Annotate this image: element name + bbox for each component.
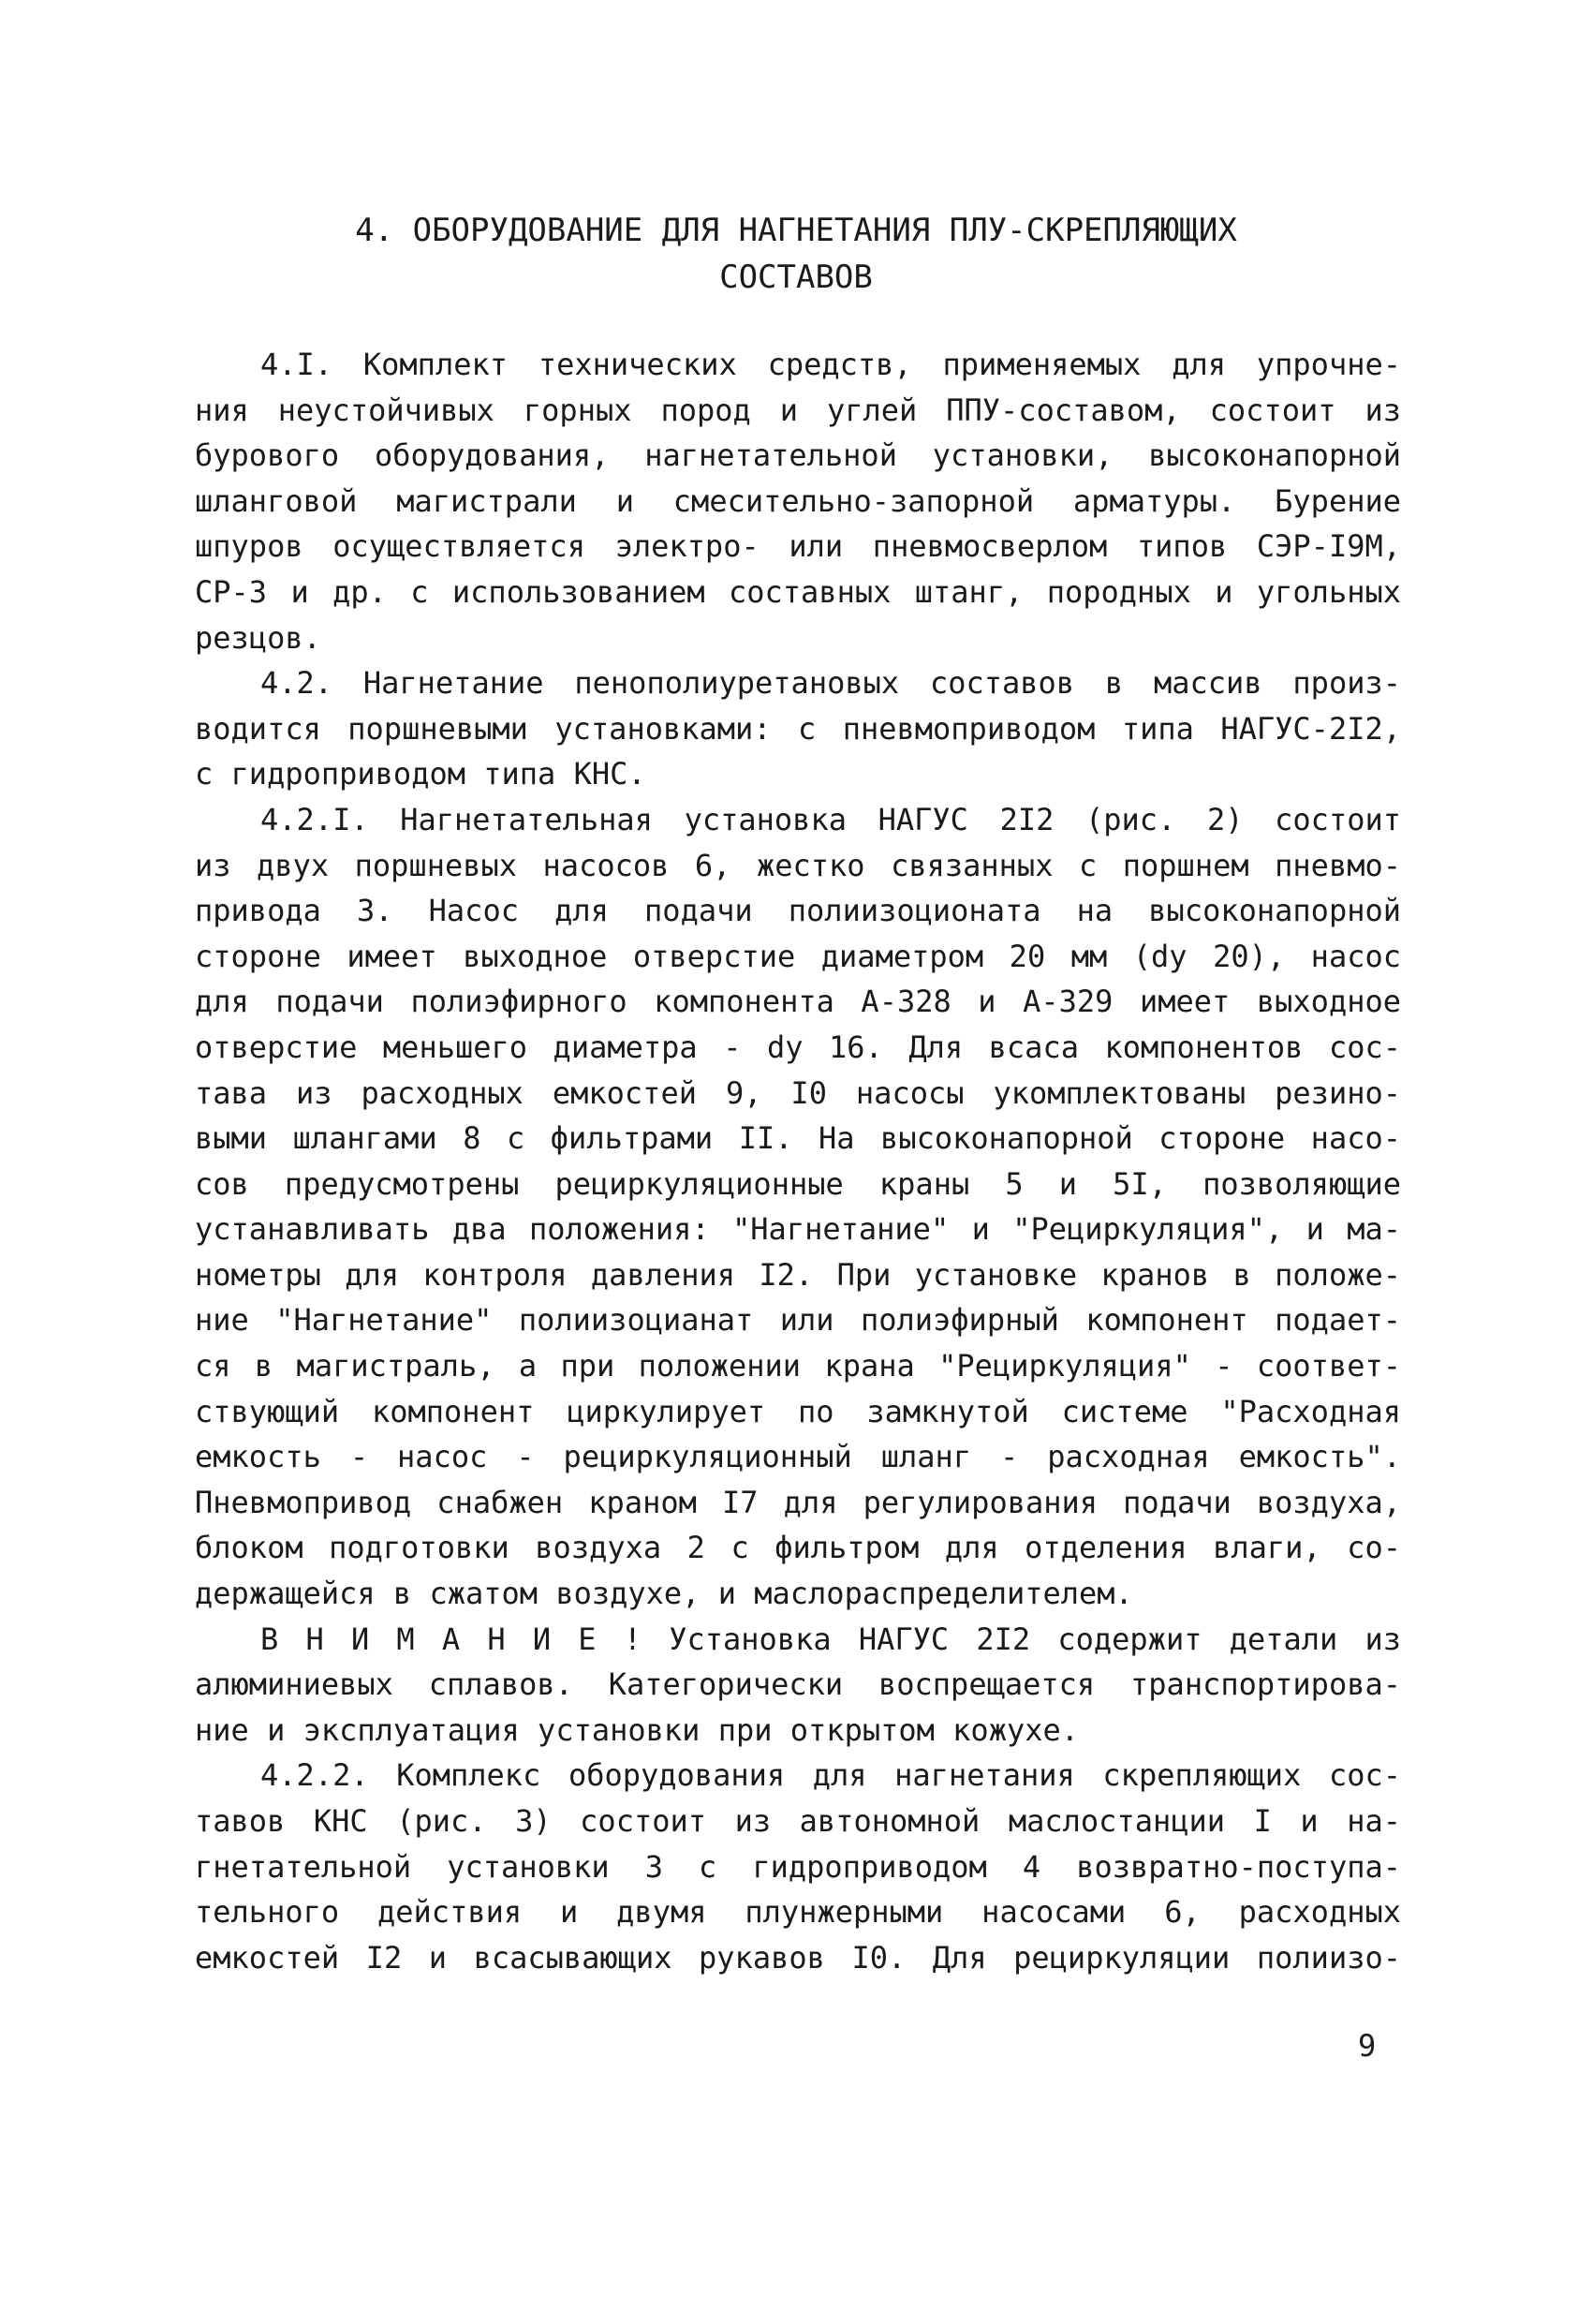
text-line: с гидроприводом типа КНС. [195, 756, 646, 792]
text-line: нометры для контроля давления I2. При установке кранов в положе- [195, 1256, 1401, 1293]
text-line: емкость - насос - рециркуляционный шланг - расходная емкость". [195, 1439, 1401, 1475]
text-line: 4.I. Комплект технических средств, применяемых для упрочне- [260, 347, 1401, 382]
text-line: шланговой магистрали и смесительно-запорной арматуры. Бурение [195, 482, 1401, 519]
text-line: привода 3. Насос для подачи полиизоционата на высоконапорной [195, 893, 1401, 929]
text-line: из двух поршневых насосов 6, жестко связанных с поршнем пневмо- [195, 847, 1401, 883]
text-line: устанавливать два положения: "Нагнетание" и "Рециркуляция", и ма- [195, 1211, 1401, 1248]
page-number: 9 [1358, 2028, 1377, 2064]
text-line: 4.2. Нагнетание пенополиуретановых составов в массив произ- [260, 665, 1401, 702]
text-line: держащейся в сжатом воздухе, и маслораспределителем. [195, 1576, 1133, 1612]
text-line: ся в магистраль, а при положении крана "Рециркуляция" - соответ- [195, 1348, 1401, 1384]
text-line: гнетательной установки 3 с гидроприводом 4 возвратно-поступа- [195, 1848, 1401, 1885]
text-line: выми шлангами 8 с фильтрами II. На высоконапорной стороне насо- [195, 1120, 1401, 1157]
text-line: Пневмопривод снабжен краном I7 для регулирования подачи воздуха, [195, 1484, 1401, 1520]
text-line: СР-3 и др. с использованием составных штанг, породных и угольных [195, 573, 1401, 610]
text-line: водится поршневыми установками: с пневмоприводом типа НАГУС-2I2, [195, 710, 1401, 747]
text-line: ние "Нагнетание" полиизоцианат или полиэфирный компонент подает- [195, 1302, 1401, 1339]
text-line: бурового оборудования, нагнетательной установки, высоконапорной [195, 437, 1401, 474]
text-line: емкостей I2 и всасывающих рукавов I0. Для рециркуляции полиизо- [195, 1939, 1401, 1976]
text-line: шпуров осуществляется электро- или пневмосверлом типов СЭР-I9М, [195, 528, 1401, 565]
text-line: стороне имеет выходное отверстие диаметром 20 мм (dу 20), насос [195, 938, 1401, 974]
section-title-continued: СОСТАВОВ [719, 259, 873, 296]
text-line: блоком подготовки воздуха 2 с фильтром для отделения влаги, со- [195, 1530, 1401, 1566]
text-line: для подачи полиэфирного компонента А-328 и А-329 имеет выходное [195, 984, 1401, 1020]
text-line: ния неустойчивых горных пород и углей ППУ-составом, состоит из [195, 392, 1401, 428]
section-title: 4. ОБОРУДОВАНИЕ ДЛЯ НАГНЕТАНИЯ ПЛУ-СКРЕПЛЯЮЩИХ [355, 212, 1237, 249]
text-line: ствующий компонент циркулирует по замкнутой системе "Расходная [195, 1393, 1401, 1429]
text-line: тава из расходных емкостей 9, I0 насосы укомплектованы резино- [195, 1074, 1401, 1111]
text-line: резцов. [195, 619, 321, 656]
text-line: отверстие меньшего диаметра - dу 16. Для всаса компонентов сос- [195, 1029, 1401, 1065]
text-line: тавов КНС (рис. 3) состоит из автономной маслостанции I и на- [195, 1803, 1401, 1839]
text-line: сов предусмотрены рециркуляционные краны 5 и 5I, позволяющие [195, 1165, 1401, 1202]
text-line: ние и эксплуатация установки при открытом кожухе. [195, 1711, 1080, 1748]
text-line: тельного действия и двумя плунжерными насосами 6, расходных [195, 1894, 1401, 1931]
text-line: В Н И М А Н И Е ! Установка НАГУС 2I2 содержит детали из [260, 1621, 1401, 1657]
body-text [195, 342, 1401, 1980]
text-line: 4.2.2. Комплекс оборудования для нагнетания скрепляющих сос- [260, 1757, 1401, 1794]
text-line: 4.2.I. Нагнетательная установка НАГУС 2I2 (рис. 2) состоит [260, 801, 1401, 837]
text-line: алюминиевых сплавов. Категорически воспрещается транспортирова- [195, 1666, 1401, 1703]
